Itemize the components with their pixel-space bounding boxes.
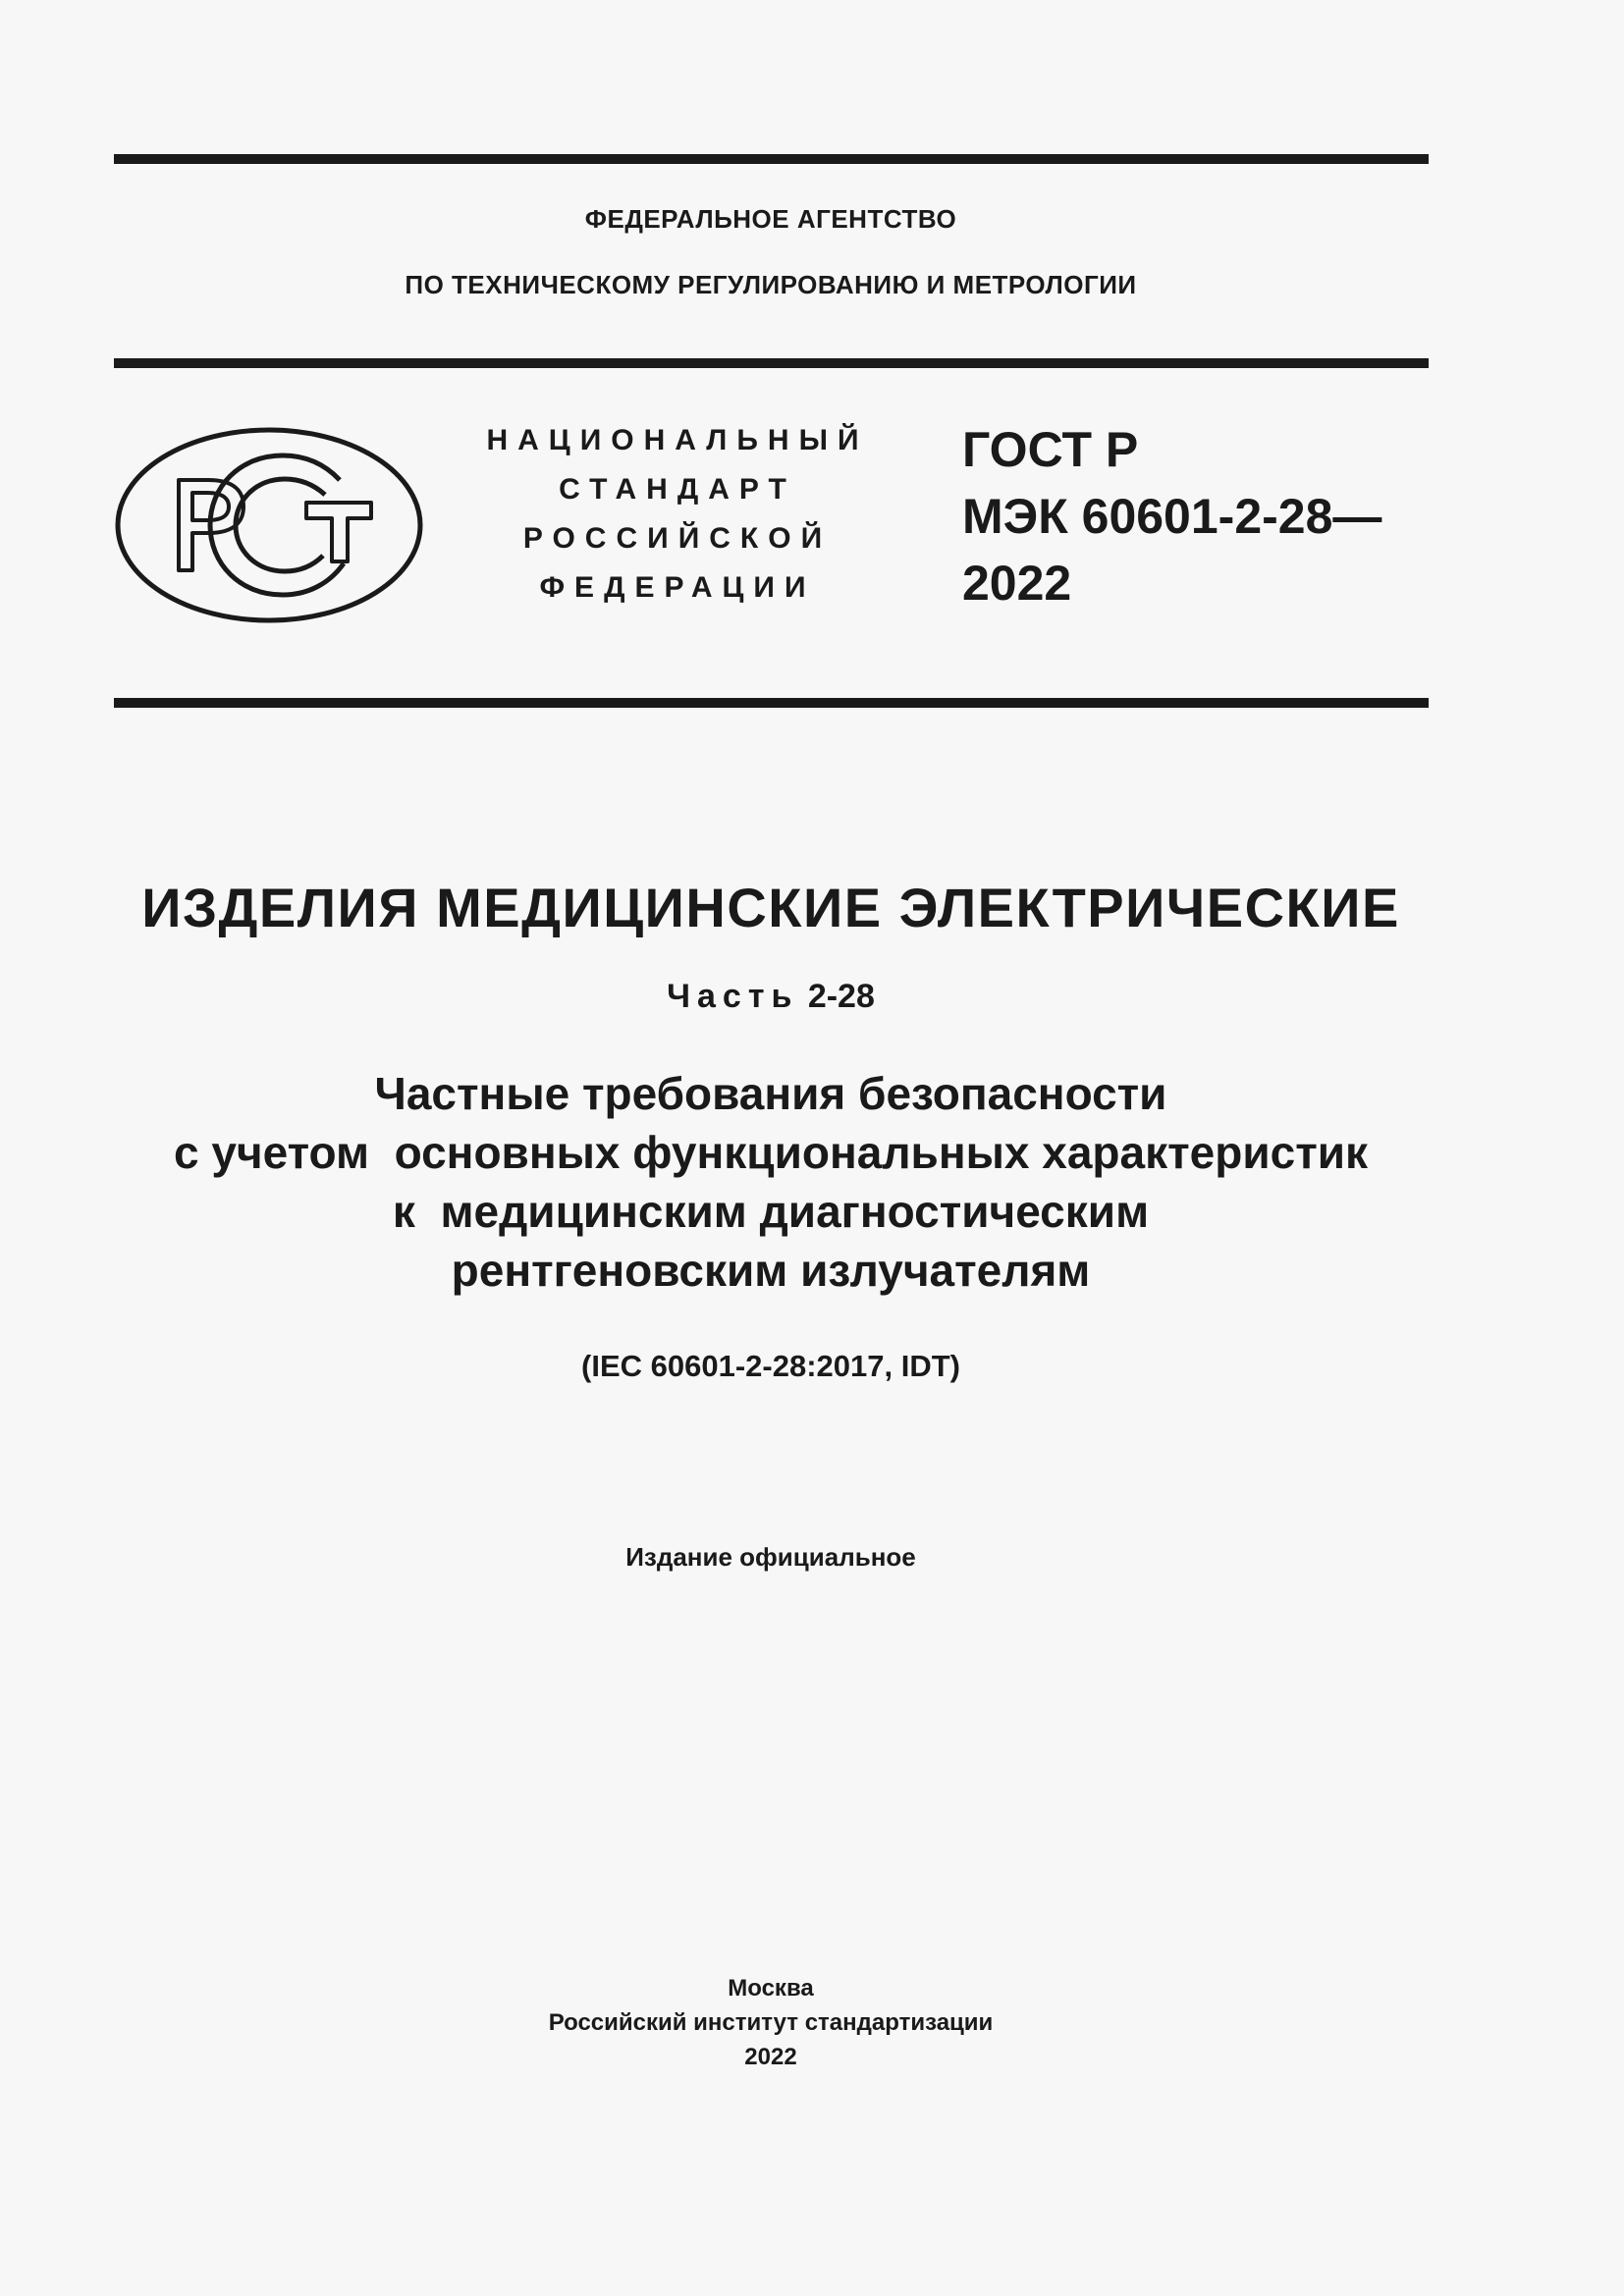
publisher-name: Российский институт стандартизации xyxy=(548,2009,994,2036)
gost-designation xyxy=(962,416,1381,616)
document-subtitle-line: рентгеновским излучателям xyxy=(451,1245,1091,1296)
international-standard-reference: (IEC 60601-2-28:2017, IDT) xyxy=(581,1349,960,1383)
document-part-word: Часть xyxy=(667,978,799,1015)
rst-logo-icon xyxy=(114,426,424,624)
gost-designation-line-1: ГОСТ Р xyxy=(962,422,1139,477)
national-standard-label xyxy=(461,416,893,613)
document-part xyxy=(0,978,1542,1016)
header-bottom-rule xyxy=(114,698,1429,708)
document-subtitle-line: Частные требования безопасности xyxy=(374,1068,1167,1119)
publisher-year: 2022 xyxy=(744,2044,797,2070)
national-standard-line-4: ФЕДЕРАЦИИ xyxy=(539,571,816,604)
agency-name-line-2: ПО ТЕХНИЧЕСКОМУ РЕГУЛИРОВАНИЮ И МЕТРОЛОГИИ xyxy=(405,270,1137,299)
agency-bottom-rule xyxy=(114,358,1429,368)
document-part-number: 2-28 xyxy=(807,978,875,1015)
rst-certification-mark-logo xyxy=(114,426,424,624)
gost-designation-line-2: МЭК 60601-2-28— xyxy=(962,489,1382,544)
national-standard-line-3: РОССИЙСКОЙ xyxy=(522,522,833,555)
document-subtitle xyxy=(0,1064,1542,1300)
national-standard-line-2: СТАНДАРТ xyxy=(559,473,796,506)
agency-name-line-1: ФЕДЕРАЛЬНОЕ АГЕНТСТВО xyxy=(584,204,957,234)
document-subtitle-line: с учетом основных функциональных характеристик xyxy=(173,1127,1369,1178)
top-rule xyxy=(114,154,1429,164)
publisher-block xyxy=(0,1971,1542,2074)
edition-note: Издание официальное xyxy=(625,1542,916,1572)
document-title: ИЗДЕЛИЯ МЕДИЦИНСКИЕ ЭЛЕКТРИЧЕСКИЕ xyxy=(141,877,1400,938)
national-standard-line-1: НАЦИОНАЛЬНЫЙ xyxy=(486,424,869,456)
document-subtitle-line: к медицинским диагностическим xyxy=(392,1186,1150,1237)
publisher-city: Москва xyxy=(728,1975,814,2002)
gost-designation-line-3: 2022 xyxy=(962,556,1072,611)
